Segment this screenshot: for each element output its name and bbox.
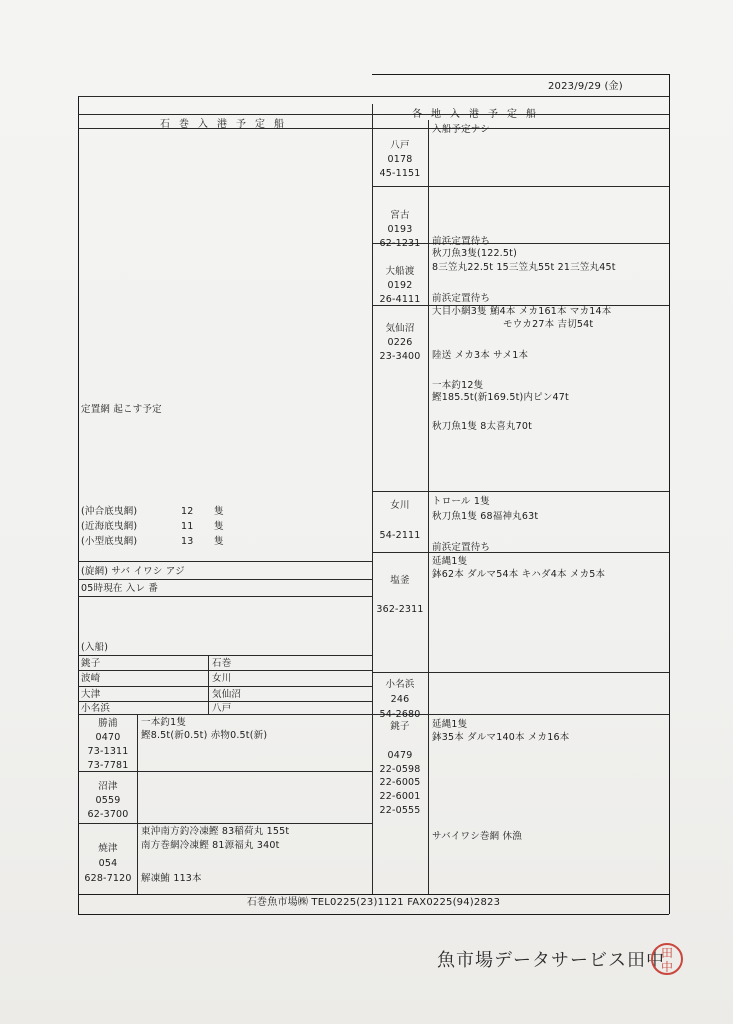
kesennuma-line-6: 秋刀魚1隻 8太喜丸70t bbox=[432, 421, 533, 432]
port-tel-hachinohe: 45-1151 bbox=[379, 168, 421, 179]
port-tel-kesennuma: 23-3400 bbox=[379, 351, 421, 362]
left-port-tel1-numazu: 62-3700 bbox=[87, 809, 129, 820]
trawl-count-2: 11 bbox=[181, 521, 194, 532]
nyusen-from-1: 銚子 bbox=[81, 658, 101, 669]
purse-time-line: 05時現在 入レ 番 bbox=[81, 583, 159, 594]
shiogama-line-1: 延縄1隻 bbox=[432, 556, 468, 567]
right-port-divider bbox=[428, 120, 429, 894]
nyusen-to-1: 石巻 bbox=[212, 658, 232, 669]
left-port-tel1-katsuura: 73-1311 bbox=[87, 746, 129, 757]
left-nyusen-line-3 bbox=[78, 686, 372, 687]
left-purse-line-2 bbox=[78, 579, 372, 580]
seal-stamp bbox=[651, 943, 683, 975]
left-port-line-katsuura-2: 鰹8.5t(新0.5t) 赤物0.5t(新) bbox=[141, 730, 268, 741]
teichi-line: 定置網 起こす予定 bbox=[81, 404, 162, 415]
left-nyusen-line-2 bbox=[78, 670, 372, 671]
left-port-name-numazu: 沼津 bbox=[98, 781, 118, 792]
port-tel2-choshi: 22-6005 bbox=[379, 777, 421, 788]
left-port-line-yaizu-1: 東沖南方釣冷凍鰹 83稲荷丸 155t bbox=[141, 826, 290, 837]
left-nyusen-line-4 bbox=[78, 701, 372, 702]
port-code-miyako: 0193 bbox=[387, 224, 413, 235]
onagawa-line-1: トロール 1隻 bbox=[432, 496, 490, 507]
port-name-shiogama: 塩釜 bbox=[390, 575, 410, 586]
trawl-count-3: 13 bbox=[181, 536, 194, 547]
frame-top bbox=[372, 74, 669, 75]
port-name-choshi: 銚子 bbox=[390, 721, 410, 732]
onagawa-line-3: 前浜定置待ち bbox=[432, 542, 491, 553]
left-port-name-yaizu: 焼津 bbox=[98, 843, 118, 854]
port-tel3-choshi: 22-6001 bbox=[379, 791, 421, 802]
port-tel-ofunato: 26-4111 bbox=[379, 294, 421, 305]
right-row-1 bbox=[372, 186, 669, 187]
trawl-unit-3: 隻 bbox=[214, 536, 224, 547]
port-name-onahama: 小名浜 bbox=[385, 679, 415, 690]
choshi-line-2: 鉢35本 ダルマ140本 メカ16本 bbox=[432, 732, 570, 743]
nyusen-to-2: 女川 bbox=[212, 673, 232, 684]
nyusen-from-2: 波崎 bbox=[81, 673, 101, 684]
right-header: 各地入港予定船 bbox=[412, 109, 545, 120]
trawl-unit-2: 隻 bbox=[214, 521, 224, 532]
footer-top-line bbox=[78, 894, 669, 895]
port-tel4-choshi: 22-0555 bbox=[379, 805, 421, 816]
port-tel1-choshi: 22-0598 bbox=[379, 764, 421, 775]
trawl-unit-1: 隻 bbox=[214, 506, 224, 517]
left-port-tel2-katsuura: 73-7781 bbox=[87, 760, 129, 771]
port-code-onahama: 246 bbox=[390, 694, 410, 705]
footer-contact: 石巻魚市場㈱ TEL0225(23)1121 FAX0225(94)2823 bbox=[246, 897, 501, 908]
port-tel-miyako: 62-1231 bbox=[379, 238, 421, 249]
left-nyusen-line-1 bbox=[78, 655, 372, 656]
left-nyusen-line-5 bbox=[78, 714, 372, 715]
port-name-hachinohe: 八戸 bbox=[390, 140, 410, 151]
port-name-kesennuma: 気仙沼 bbox=[385, 323, 415, 334]
left-port-row-1 bbox=[78, 771, 372, 772]
handwritten-signature: 魚市場データサービス田中 bbox=[437, 950, 665, 971]
left-port-code-yaizu: 054 bbox=[98, 858, 118, 869]
port-tel-onagawa: 54-2111 bbox=[379, 530, 421, 541]
date-row-line bbox=[78, 96, 669, 97]
ofunato-line-1: 秋刀魚3隻(122.5t) bbox=[432, 248, 517, 259]
right-row-5 bbox=[372, 552, 669, 553]
trawl-count-1: 12 bbox=[181, 506, 194, 517]
left-port-line-katsuura-1: 一本釣1隻 bbox=[141, 717, 187, 728]
left-port-code-katsuura: 0470 bbox=[95, 732, 121, 743]
port-name-miyako: 宮古 bbox=[390, 210, 410, 221]
kesennuma-line-2: モウカ27本 吉切54t bbox=[503, 319, 594, 330]
frame-left bbox=[78, 96, 79, 914]
hachinohe-line-1: 入船予定ナシ bbox=[432, 124, 491, 135]
kesennuma-line-1: 大目小網3隻 鮪4本 メカ161本 マカ14本 bbox=[432, 306, 612, 317]
nyusen-to-4: 八戸 bbox=[212, 703, 232, 714]
frame-bottom bbox=[78, 914, 669, 915]
center-divider bbox=[372, 104, 373, 894]
port-code-kesennuma: 0226 bbox=[387, 337, 413, 348]
left-port-tel1-yaizu: 628-7120 bbox=[84, 873, 132, 884]
right-row-4 bbox=[372, 491, 669, 492]
left-port-divider bbox=[137, 714, 138, 894]
port-tel-onahama: 54-2680 bbox=[379, 709, 421, 720]
onagawa-line-2: 秋刀魚1隻 68福神丸63t bbox=[432, 511, 539, 522]
trawl-name-3: (小型底曳網) bbox=[81, 536, 138, 547]
kesennuma-line-5: 鰹185.5t(新169.5t)内ピン47t bbox=[432, 392, 569, 403]
left-port-name-katsuura: 勝浦 bbox=[98, 718, 118, 729]
port-code-ofunato: 0192 bbox=[387, 280, 413, 291]
seal-text: 田中 bbox=[660, 946, 673, 974]
left-purse-line-3 bbox=[78, 596, 372, 597]
left-nyusen-divider bbox=[208, 655, 209, 714]
date-label: 2023/9/29 (金) bbox=[548, 81, 623, 92]
ofunato-line-2: 8三笠丸22.5t 15三笠丸55t 21三笠丸45t bbox=[432, 262, 616, 273]
right-row-6 bbox=[372, 672, 669, 673]
left-purse-line bbox=[78, 561, 372, 562]
left-port-line-yaizu-3: 解凍鮪 113本 bbox=[141, 873, 202, 884]
purse-seine-line: (旋網) サバ イワシ アジ bbox=[81, 566, 185, 577]
nyusen-title: (入船) bbox=[81, 642, 109, 653]
left-port-line-yaizu-2: 南方巻網冷凍鰹 81源福丸 340t bbox=[141, 840, 280, 851]
frame-right bbox=[669, 74, 670, 914]
trawl-name-1: (沖合底曳網) bbox=[81, 506, 138, 517]
port-name-ofunato: 大船渡 bbox=[385, 266, 415, 277]
miyako-line-1: 前浜定置待ち bbox=[432, 236, 491, 247]
trawl-name-2: (近海底曳網) bbox=[81, 521, 138, 532]
ofunato-line-3: 前浜定置待ち bbox=[432, 293, 491, 304]
kesennuma-line-4: 一本釣12隻 bbox=[432, 380, 484, 391]
left-port-code-numazu: 0559 bbox=[95, 795, 121, 806]
port-code-choshi: 0479 bbox=[387, 750, 413, 761]
port-code-hachinohe: 0178 bbox=[387, 154, 413, 165]
choshi-line-1: 延縄1隻 bbox=[432, 719, 468, 730]
left-header: 石巻入港予定船 bbox=[160, 119, 293, 130]
nyusen-to-3: 気仙沼 bbox=[212, 689, 242, 700]
shiogama-line-2: 鉢62本 ダルマ54本 キハダ4本 メカ5本 bbox=[432, 569, 606, 580]
nyusen-from-4: 小名浜 bbox=[81, 703, 111, 714]
nyusen-from-3: 大津 bbox=[81, 689, 101, 700]
choshi-line-3: サバイワシ巻網 休漁 bbox=[432, 831, 522, 842]
kesennuma-line-3: 陸送 メカ3本 サメ1本 bbox=[432, 350, 529, 361]
port-name-onagawa: 女川 bbox=[390, 500, 410, 511]
left-port-row-2 bbox=[78, 823, 372, 824]
port-tel-shiogama: 362-2311 bbox=[376, 604, 424, 615]
